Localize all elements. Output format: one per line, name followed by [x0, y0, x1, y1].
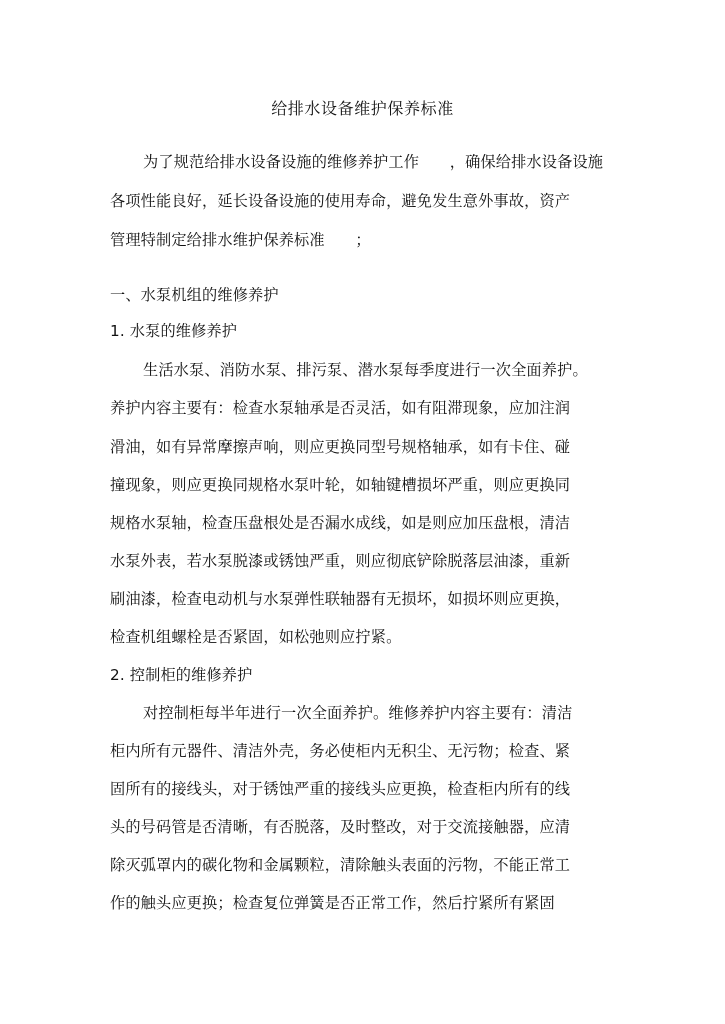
subsection-heading-pump: 1. 水泵的维修养护: [110, 322, 238, 340]
document-title: 给排水设备维护保养标准: [271, 99, 454, 118]
section-heading-pump-unit: 一、水泵机组的维修养护: [110, 286, 279, 304]
cabinet-paragraph-line-3: 固所有的接线头，对于锈蚀严重的接线头应更换，检查柜内所有的线: [110, 780, 571, 798]
intro-line-1: 为了规范给排水设备设施的维修养护工作 ，确保给排水设备设施: [143, 153, 604, 171]
subsection-heading-control-cabinet: 2. 控制柜的维修养护: [110, 666, 253, 684]
pump-paragraph-line-2: 养护内容主要有：检查水泵轴承是否灵活，如有阻滞现象，应加注润: [110, 399, 571, 417]
cabinet-paragraph-line-4: 头的号码管是否清晰，有否脱落，及时整改，对于交流接触器，应清: [110, 818, 571, 836]
cabinet-paragraph-line-5: 除灭弧罩内的碳化物和金属颗粒，清除触头表面的污物，不能正常工: [110, 856, 571, 874]
intro-line-2: 各项性能良好，延长设备设施的使用寿命，避免发生意外事故，资产: [110, 192, 571, 210]
pump-paragraph-line-8: 检查机组螺栓是否紧固，如松弛则应拧紧。: [110, 628, 402, 646]
pump-paragraph-line-3: 滑油，如有异常摩擦声响，则应更换同型号规格轴承，如有卡住、碰: [110, 438, 571, 456]
cabinet-paragraph-line-1: 对控制柜每半年进行一次全面养护。维修养护内容主要有：清洁: [143, 704, 573, 722]
pump-paragraph-line-5: 规格水泵轴，检查压盘根处是否漏水成线，如是则应加压盘根，清洁: [110, 514, 571, 532]
cabinet-paragraph-line-6: 作的触头应更换；检查复位弹簧是否正常工作，然后拧紧所有紧固: [110, 894, 555, 912]
intro-line-3: 管理特制定给排水维护保养标准 ；: [110, 231, 371, 249]
pump-paragraph-line-6: 水泵外表，若水泵脱漆或锈蚀严重，则应彻底铲除脱落层油漆，重新: [110, 552, 571, 570]
pump-paragraph-line-1: 生活水泵、消防水泵、排污泵、潜水泵每季度进行一次全面养护。: [143, 361, 588, 379]
pump-paragraph-line-7: 刷油漆，检查电动机与水泵弹性联轴器有无损坏，如损坏则应更换，: [110, 590, 571, 608]
pump-paragraph-line-4: 撞现象，则应更换同规格水泵叶轮，如轴键槽损坏严重，则应更换同: [110, 476, 571, 494]
cabinet-paragraph-line-2: 柜内所有元器件、清洁外壳，务必使柜内无积尘、无污物；检查、紧: [110, 742, 571, 760]
